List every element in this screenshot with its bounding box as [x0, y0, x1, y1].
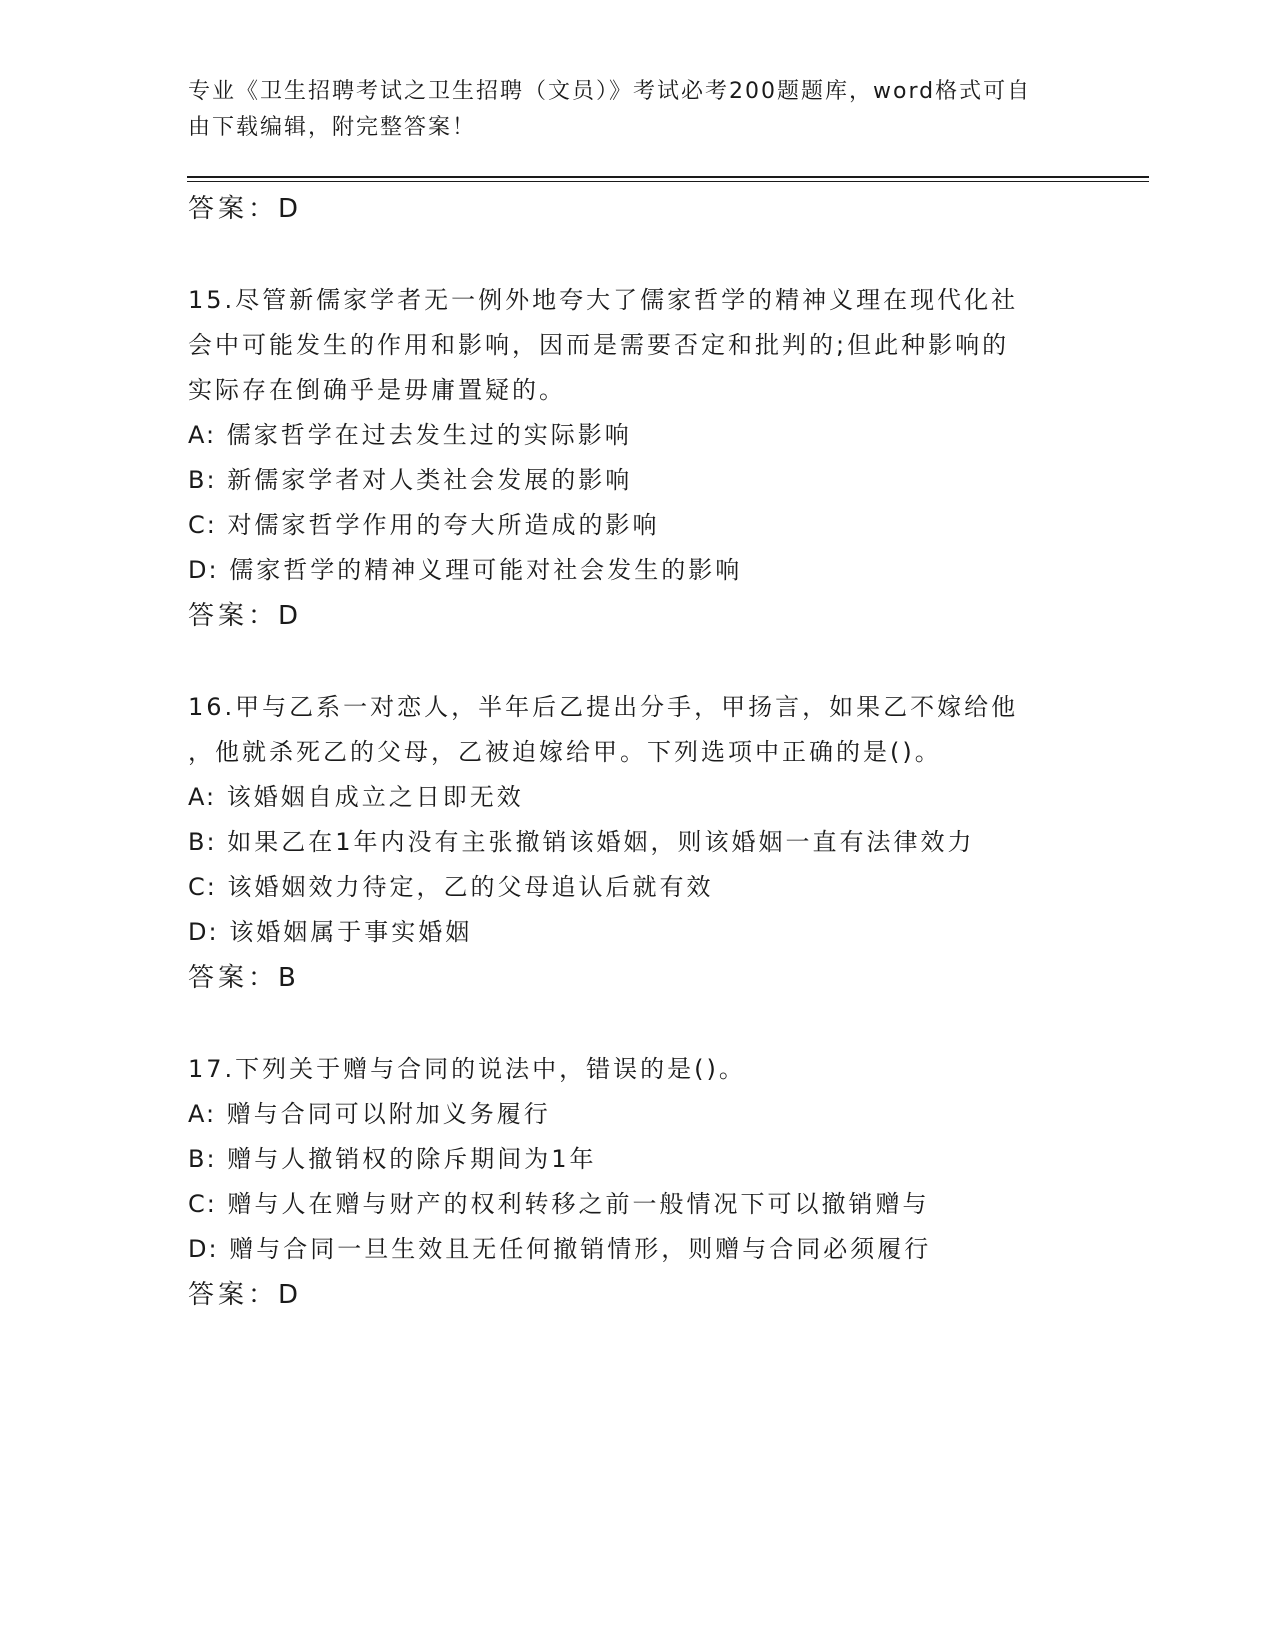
option-key: D:	[188, 918, 219, 946]
question-text-line: ，他就杀死乙的父母，乙被迫嫁给甲。下列选项中正确的是()。	[188, 738, 942, 766]
option-b	[188, 458, 1088, 503]
question-text-line: 实际存在倒确乎是毋庸置疑的。	[188, 376, 566, 404]
header-rule-thick	[187, 176, 1149, 178]
option-d	[188, 1227, 1088, 1272]
option-key: B:	[188, 466, 217, 494]
option-a	[188, 413, 1088, 458]
question-answer	[188, 593, 1088, 639]
question-list	[188, 186, 1088, 1318]
option-key: C:	[188, 511, 217, 539]
option-key: C:	[188, 873, 217, 901]
option-a	[188, 1092, 1088, 1137]
answer-value: B	[278, 963, 298, 993]
question-15	[188, 278, 1088, 639]
option-text: 赠与人撤销权的除斥期间为1年	[227, 1145, 597, 1173]
question-17	[188, 1047, 1088, 1318]
option-a	[188, 775, 1088, 820]
option-key: D:	[188, 556, 219, 584]
answer-value: D	[278, 601, 301, 631]
question-16	[188, 685, 1088, 1001]
option-text: 新儒家学者对人类社会发展的影响	[227, 466, 633, 494]
option-text: 赠与人在赠与财产的权利转移之前一般情况下可以撤销赠与	[227, 1190, 930, 1218]
answer-label: 答案：	[188, 601, 279, 631]
answer-label: 答案：	[188, 1280, 279, 1310]
option-text: 赠与合同一旦生效且无任何撤销情形，则赠与合同必须履行	[229, 1235, 932, 1263]
header-line-1: 专业《卫生招聘考试之卫生招聘（文员）》考试必考200题题库，word格式可自	[188, 79, 1032, 104]
option-key: C:	[188, 1190, 217, 1218]
option-text: 儒家哲学的精神义理可能对社会发生的影响	[229, 556, 743, 584]
option-c	[188, 503, 1088, 548]
option-text: 儒家哲学在过去发生过的实际影响	[226, 421, 632, 449]
option-b	[188, 1137, 1088, 1182]
option-b	[188, 820, 1088, 865]
answer-value: D	[278, 1280, 301, 1310]
option-key: D:	[188, 1235, 219, 1263]
option-c	[188, 865, 1088, 910]
question-text-line: 17.下列关于赠与合同的说法中，错误的是()。	[188, 1055, 746, 1083]
option-d	[188, 910, 1088, 955]
option-d	[188, 548, 1088, 593]
option-key: A:	[188, 421, 217, 449]
option-key: B:	[188, 1145, 217, 1173]
question-text-line: 16.甲与乙系一对恋人，半年后乙提出分手，甲扬言，如果乙不嫁给他	[188, 693, 1019, 721]
answer-value: D	[278, 194, 301, 224]
header-rule-thin	[187, 181, 1149, 182]
question-text-line: 会中可能发生的作用和影响，因而是需要否定和批判的;但此种影响的	[188, 331, 1010, 359]
option-text: 该婚姻属于事实婚姻	[229, 918, 473, 946]
option-c	[188, 1182, 1088, 1227]
option-text: 该婚姻自成立之日即无效	[226, 783, 524, 811]
option-key: A:	[188, 1100, 217, 1128]
question-text-line: 15.尽管新儒家学者无一例外地夸大了儒家哲学的精神义理在现代化社	[188, 286, 1019, 314]
answer-label: 答案：	[188, 194, 279, 224]
header-line-2: 由下载编辑，附完整答案！	[188, 115, 477, 140]
question-answer	[188, 1272, 1088, 1318]
question-answer	[188, 955, 1088, 1001]
option-key: B:	[188, 828, 217, 856]
option-text: 赠与合同可以附加义务履行	[226, 1100, 551, 1128]
document-header	[188, 74, 1068, 146]
option-key: A:	[188, 783, 217, 811]
previous-answer	[188, 186, 1088, 232]
option-text: 该婚姻效力待定，乙的父母追认后就有效	[227, 873, 714, 901]
option-text: 如果乙在1年内没有主张撤销该婚姻，则该婚姻一直有法律效力	[227, 828, 975, 856]
option-text: 对儒家哲学作用的夸大所造成的影响	[227, 511, 660, 539]
answer-label: 答案：	[188, 963, 279, 993]
